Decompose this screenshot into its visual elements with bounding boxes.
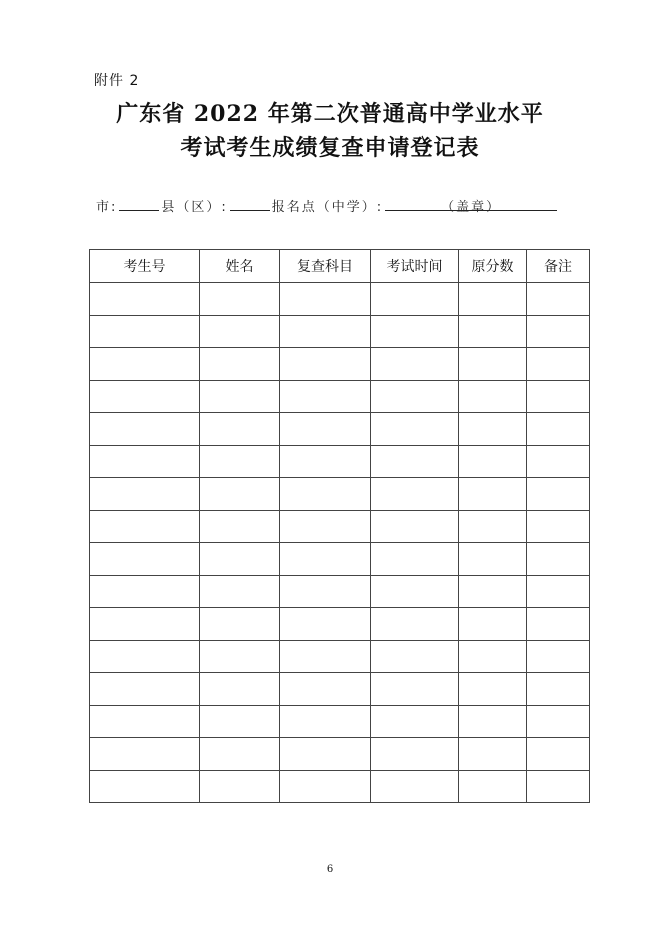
table-cell[interactable]	[371, 283, 459, 316]
table-cell[interactable]	[280, 575, 371, 608]
table-cell[interactable]	[200, 348, 280, 381]
table-cell[interactable]	[200, 738, 280, 771]
table-cell[interactable]	[371, 380, 459, 413]
table-cell[interactable]	[459, 445, 527, 478]
county-blank-field[interactable]	[230, 196, 270, 211]
table-cell[interactable]	[280, 640, 371, 673]
table-cell[interactable]	[280, 413, 371, 446]
table-row	[90, 510, 590, 543]
county-label: 县（区）:	[161, 200, 228, 215]
table-cell[interactable]	[371, 770, 459, 803]
table-cell[interactable]	[527, 640, 590, 673]
table-header-row	[90, 250, 590, 283]
table-cell[interactable]	[90, 770, 200, 803]
table-cell[interactable]	[371, 445, 459, 478]
table-cell[interactable]	[200, 380, 280, 413]
table-cell[interactable]	[371, 640, 459, 673]
table-cell[interactable]	[527, 510, 590, 543]
table-cell[interactable]	[459, 575, 527, 608]
table-cell[interactable]	[527, 478, 590, 511]
table-cell[interactable]	[90, 608, 200, 641]
table-cell[interactable]	[280, 673, 371, 706]
table-cell[interactable]	[371, 608, 459, 641]
table-cell[interactable]	[280, 705, 371, 738]
table-row	[90, 705, 590, 738]
column-header-remarks: 备注	[527, 250, 590, 283]
seal-label: （盖章）	[441, 200, 502, 215]
table-cell[interactable]	[527, 348, 590, 381]
table-cell[interactable]	[200, 413, 280, 446]
table-cell[interactable]	[527, 380, 590, 413]
table-cell[interactable]	[459, 673, 527, 706]
table-cell[interactable]	[459, 705, 527, 738]
table-cell[interactable]	[280, 445, 371, 478]
table-cell[interactable]	[459, 413, 527, 446]
table-cell[interactable]	[459, 283, 527, 316]
table-row	[90, 413, 590, 446]
table-row	[90, 575, 590, 608]
table-cell[interactable]	[371, 705, 459, 738]
table-cell[interactable]	[90, 445, 200, 478]
table-cell[interactable]	[90, 283, 200, 316]
column-header-exam-time: 考试时间	[371, 250, 459, 283]
table-cell[interactable]	[200, 445, 280, 478]
table-cell[interactable]	[280, 348, 371, 381]
table-cell[interactable]	[371, 575, 459, 608]
table-cell[interactable]	[371, 510, 459, 543]
table-cell[interactable]	[200, 608, 280, 641]
registration-table	[89, 249, 590, 803]
table-cell[interactable]	[200, 283, 280, 316]
column-header-exam-number: 考生号	[90, 250, 200, 283]
form-info-line	[96, 196, 559, 215]
table-cell[interactable]	[527, 738, 590, 771]
registration-site-label: 报名点（中学）:	[271, 200, 384, 215]
city-label: 市:	[96, 200, 118, 215]
table-cell[interactable]	[90, 380, 200, 413]
table-cell[interactable]	[459, 640, 527, 673]
table-cell[interactable]	[200, 640, 280, 673]
table-cell[interactable]	[371, 543, 459, 576]
table-cell[interactable]	[280, 770, 371, 803]
table-cell[interactable]	[371, 738, 459, 771]
attachment-label: 附件 2	[94, 73, 140, 89]
table-row	[90, 478, 590, 511]
column-header-original-score: 原分数	[459, 250, 527, 283]
table-cell[interactable]	[280, 283, 371, 316]
table-cell[interactable]	[459, 608, 527, 641]
table-cell[interactable]	[459, 315, 527, 348]
table-cell[interactable]	[371, 413, 459, 446]
table-cell[interactable]	[527, 543, 590, 576]
table-cell[interactable]	[280, 315, 371, 348]
page-number: 6	[326, 864, 334, 875]
table-cell[interactable]	[280, 510, 371, 543]
table-cell[interactable]	[459, 510, 527, 543]
table-cell[interactable]	[371, 348, 459, 381]
table-cell[interactable]	[200, 705, 280, 738]
table-cell[interactable]	[200, 478, 280, 511]
table-cell[interactable]	[90, 510, 200, 543]
table-row	[90, 608, 590, 641]
table-row	[90, 445, 590, 478]
table-cell[interactable]	[280, 738, 371, 771]
table-cell[interactable]	[459, 770, 527, 803]
table-cell[interactable]	[200, 510, 280, 543]
table-cell[interactable]	[527, 283, 590, 316]
table-cell[interactable]	[527, 445, 590, 478]
table-cell[interactable]	[527, 770, 590, 803]
table-cell[interactable]	[90, 315, 200, 348]
table-row	[90, 543, 590, 576]
table-cell[interactable]	[459, 478, 527, 511]
document-title-line-1: 广东省 2022 年第二次普通高中学业水平	[116, 101, 544, 127]
table-row	[90, 738, 590, 771]
table-cell[interactable]	[90, 705, 200, 738]
table-cell[interactable]	[200, 315, 280, 348]
table-cell[interactable]	[200, 770, 280, 803]
table-cell[interactable]	[90, 478, 200, 511]
table-row	[90, 283, 590, 316]
table-cell[interactable]	[527, 315, 590, 348]
table-cell[interactable]	[459, 380, 527, 413]
table-cell[interactable]	[280, 543, 371, 576]
table-cell[interactable]	[90, 673, 200, 706]
table-row	[90, 348, 590, 381]
column-header-name: 姓名	[200, 250, 280, 283]
table-row	[90, 315, 590, 348]
table-cell[interactable]	[90, 738, 200, 771]
table-cell[interactable]	[371, 673, 459, 706]
table-cell[interactable]	[527, 608, 590, 641]
table-cell[interactable]	[200, 543, 280, 576]
table-cell[interactable]	[90, 543, 200, 576]
table-cell[interactable]	[280, 478, 371, 511]
table-cell[interactable]	[527, 673, 590, 706]
table-cell[interactable]	[280, 380, 371, 413]
table-cell[interactable]	[90, 575, 200, 608]
table-cell[interactable]	[371, 478, 459, 511]
document-title-line-2: 考试考生成绩复查申请登记表	[180, 135, 480, 161]
table-cell[interactable]	[90, 640, 200, 673]
table-cell[interactable]	[527, 575, 590, 608]
table-cell[interactable]	[459, 738, 527, 771]
seal-blank-field[interactable]	[385, 196, 557, 215]
table-row	[90, 770, 590, 803]
table-cell[interactable]	[90, 413, 200, 446]
table-cell[interactable]	[90, 348, 200, 381]
table-cell[interactable]	[371, 315, 459, 348]
table-row	[90, 673, 590, 706]
table-cell[interactable]	[280, 608, 371, 641]
table-cell[interactable]	[459, 348, 527, 381]
table-cell[interactable]	[200, 575, 280, 608]
table-cell[interactable]	[527, 413, 590, 446]
city-blank-field[interactable]	[119, 196, 159, 211]
table-cell[interactable]	[200, 673, 280, 706]
table-cell[interactable]	[527, 705, 590, 738]
table-row	[90, 380, 590, 413]
column-header-review-subject: 复查科目	[280, 250, 371, 283]
table-row	[90, 640, 590, 673]
table-cell[interactable]	[459, 543, 527, 576]
